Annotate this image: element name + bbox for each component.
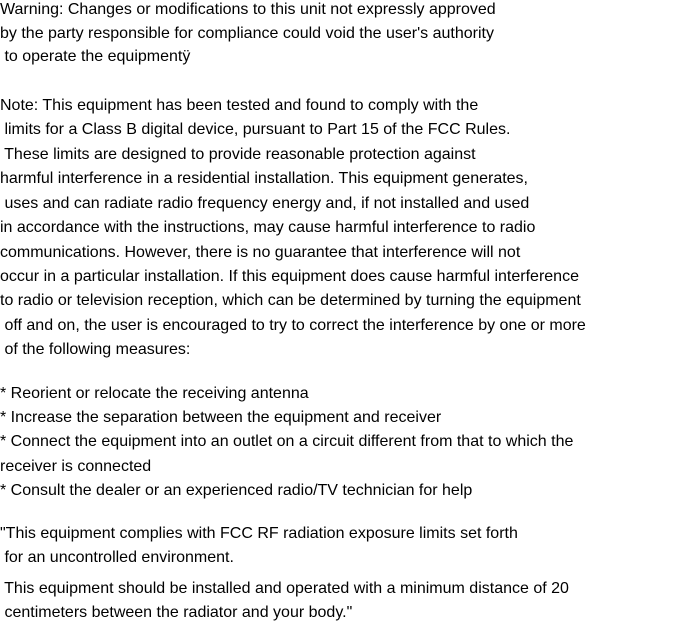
note-line: of the following measures: [0,341,191,358]
rf-statement-line: for an uncontrolled environment. [0,549,234,566]
rf-statement-line: This equipment should be installed and operated with a minimum distance of 20 [0,580,569,597]
note-line: occur in a particular installation. If this equipment does cause harmful interference [0,268,579,285]
note-line: harmful interference in a residential installation. This equipment generates, [0,170,528,187]
note-line: in accordance with the instructions, may cause harmful interference to radio [0,219,536,236]
note-line: Note: This equipment has been tested and found to comply with the [0,97,479,114]
measure-item: * Increase the separation between the equipment and receiver [0,409,442,426]
measure-item: * Reorient or relocate the receiving antenna [0,385,309,402]
note-line: limits for a Class B digital device, pursuant to Part 15 of the FCC Rules. [0,121,511,138]
warning-line: to operate the equipmentÿ [0,48,191,65]
note-line: off and on, the user is encouraged to try to correct the interference by one or more [0,317,586,334]
warning-line: Warning: Changes or modifications to this unit not expressly approved [0,1,496,18]
note-line: to radio or television reception, which can be determined by turning the equipment [0,292,581,309]
rf-statement-line: "This equipment complies with FCC RF radiation exposure limits set forth [0,525,518,542]
measure-item: * Consult the dealer or an experienced radio/TV technician for help [0,482,473,499]
warning-line: by the party responsible for compliance could void the user's authority [0,25,494,42]
note-line: These limits are designed to provide reasonable protection against [0,146,476,163]
measure-item: receiver is connected [0,458,152,475]
measure-item: * Connect the equipment into an outlet on a circuit different from that to which the [0,433,574,450]
rf-statement-line: centimeters between the radiator and your body." [0,604,353,621]
note-line: uses and can radiate radio frequency energy and, if not installed and used [0,195,530,212]
note-line: communications. However, there is no guarantee that interference will not [0,244,521,261]
